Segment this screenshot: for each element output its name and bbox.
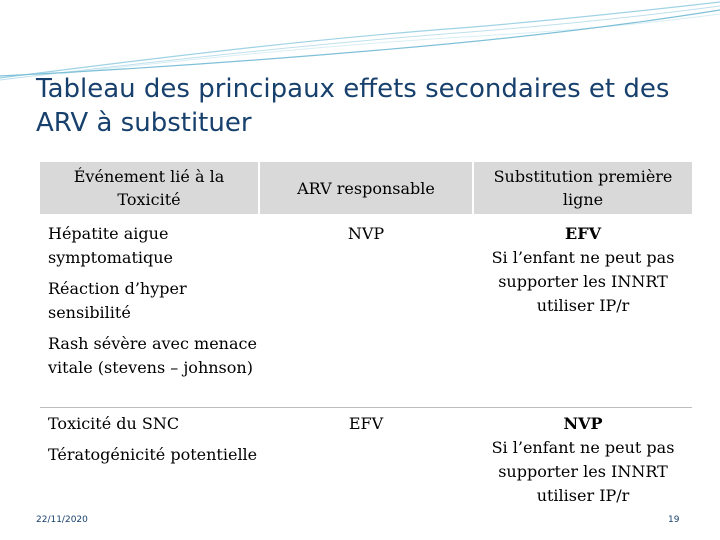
substitution-nvp: NVP bbox=[563, 414, 603, 433]
arv-nvp: NVP bbox=[347, 224, 385, 243]
slide-title: Tableau des principaux effets secondaires et des ARV à substituer bbox=[36, 74, 670, 138]
arv-efv: EFV bbox=[348, 414, 384, 433]
row-separator bbox=[40, 325, 258, 326]
slide-page-number: 19 bbox=[668, 515, 680, 525]
header-event: Événement lié à la Toxicité bbox=[40, 162, 258, 214]
row-separator bbox=[40, 270, 258, 271]
event-hypersensitivity: Réaction d’hyper sensibilité bbox=[48, 279, 187, 322]
substitution-note-2: Si l’enfant ne peut pas supporter les INNRT utiliser IP/r bbox=[491, 438, 675, 505]
substitution-note-1: Si l’enfant ne peut pas supporter les INNRT utiliser IP/r bbox=[491, 248, 675, 315]
group-separator bbox=[40, 407, 692, 408]
event-cns-toxicity: Toxicité du SNC bbox=[48, 414, 180, 433]
side-effects-table bbox=[40, 162, 692, 508]
substitution-efv: EFV bbox=[565, 224, 601, 243]
event-severe-rash: Rash sévère avec menace vitale (stevens – johnson) bbox=[48, 334, 257, 377]
event-hepatitis: Hépatite aigue symptomatique bbox=[48, 224, 173, 267]
slide-date: 22/11/2020 bbox=[36, 515, 88, 525]
header-substitution: Substitution première ligne bbox=[474, 162, 692, 214]
header-arv: ARV responsable bbox=[260, 162, 472, 214]
event-teratogenicity: Tératogénicité potentielle bbox=[48, 445, 258, 464]
